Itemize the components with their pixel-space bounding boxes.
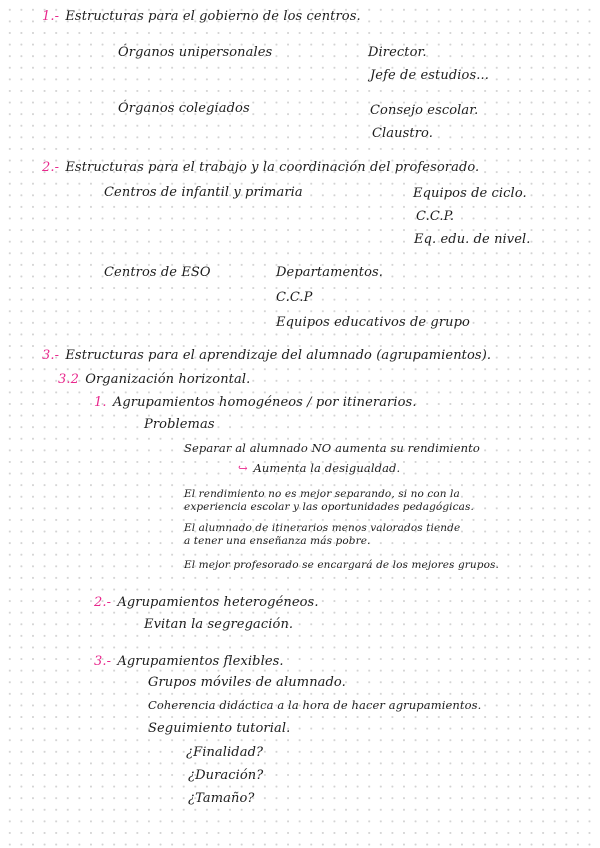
subsection-3-2-heading	[58, 373, 250, 386]
cycle-teams-item: Equipos de ciclo.	[413, 186, 527, 201]
question-purpose-text: Finalidad?	[193, 745, 264, 760]
homogeneous-heading	[94, 396, 417, 409]
ccp-item-eso: C.C.P	[276, 290, 313, 305]
section-1-title: Estructuras para el gobierno de los centros.	[65, 9, 361, 24]
arrow-icon: ↪	[238, 461, 248, 475]
problems-label: Problemas	[144, 417, 215, 432]
homogeneous-title: Agrupamientos homogéneos / por itinerarios.	[112, 395, 417, 410]
unipersonal-organs-label: Órganos unipersonales	[118, 45, 273, 60]
infantil-primaria-label: Centros de infantil y primaria	[104, 185, 303, 200]
problem-inequality	[238, 463, 400, 475]
didactic-coherence-item: Coherencia didáctica a la hora de hacer agrupamientos.	[148, 698, 482, 712]
school-council-item: Consejo escolar.	[370, 103, 479, 118]
problem-performance-line-2: experiencia escolar y las oportunidades pedagógicas.	[184, 501, 474, 513]
problem-best-teachers: El mejor profesorado se encargará de los mejores grupos.	[184, 559, 499, 571]
question-mark-open: ¿	[188, 768, 196, 783]
problem-itineraries-line-2: a tener una enseñanza más pobre.	[184, 535, 371, 547]
problem-itineraries-line-1: El alumnado de itinerarios menos valorados tiende	[184, 522, 461, 534]
section-3-number: 3.-	[42, 348, 60, 363]
flexible-number: 3.-	[94, 654, 112, 669]
heterogeneous-number: 2.-	[94, 595, 112, 610]
problem-separation: Separar al alumnado NO aumenta su rendimiento	[184, 441, 480, 455]
question-size-text: Tamaño?	[195, 791, 255, 806]
faculty-item: Claustro.	[372, 126, 433, 141]
heterogeneous-title: Agrupamientos heterogéneos.	[117, 595, 319, 610]
question-duration-text: Duración?	[195, 768, 264, 783]
flexible-heading	[94, 655, 284, 668]
head-of-studies-item: Jefe de estudios...	[370, 68, 489, 83]
problem-performance-line-1: El rendimiento no es mejor separando, si no con la	[184, 488, 460, 500]
heterogeneous-benefit: Evitan la segregación.	[144, 617, 294, 632]
subsection-3-2-title: Organización horizontal.	[85, 372, 251, 387]
group-teams-item: Equipos educativos de grupo	[276, 315, 470, 330]
homogeneous-number: 1.	[94, 395, 107, 410]
question-mark-open: ¿	[188, 791, 196, 806]
level-teams-item: Eq. edu. de nivel.	[414, 232, 531, 247]
section-2-title: Estructuras para el trabajo y la coordinación del profesorado.	[65, 160, 480, 175]
director-item: Director.	[368, 45, 427, 60]
section-2-heading	[42, 161, 479, 174]
section-3-heading	[42, 349, 491, 362]
ccp-item-primary: C.C.P.	[416, 209, 455, 224]
section-2-number: 2.-	[42, 160, 60, 175]
heterogeneous-heading	[94, 596, 319, 609]
flexible-title: Agrupamientos flexibles.	[117, 654, 284, 669]
question-size	[188, 792, 254, 805]
eso-centres-label: Centros de ESO	[104, 265, 211, 280]
departments-item: Departamentos.	[276, 265, 384, 280]
question-duration	[188, 769, 263, 782]
section-1-heading	[42, 10, 361, 23]
section-3-title: Estructuras para el aprendizaje del alumnado (agrupamientos).	[65, 348, 492, 363]
problem-inequality-text: Aumenta la desigualdad.	[253, 461, 401, 475]
tutorial-followup-item: Seguimiento tutorial.	[148, 721, 291, 736]
mobile-groups-item: Grupos móviles de alumnado.	[148, 675, 346, 690]
question-purpose	[186, 746, 263, 759]
question-mark-open: ¿	[186, 745, 194, 760]
collegiate-organs-label: Órganos colegiados	[118, 101, 250, 116]
section-1-number: 1.-	[42, 9, 60, 24]
subsection-3-2-number: 3.2	[58, 372, 79, 387]
